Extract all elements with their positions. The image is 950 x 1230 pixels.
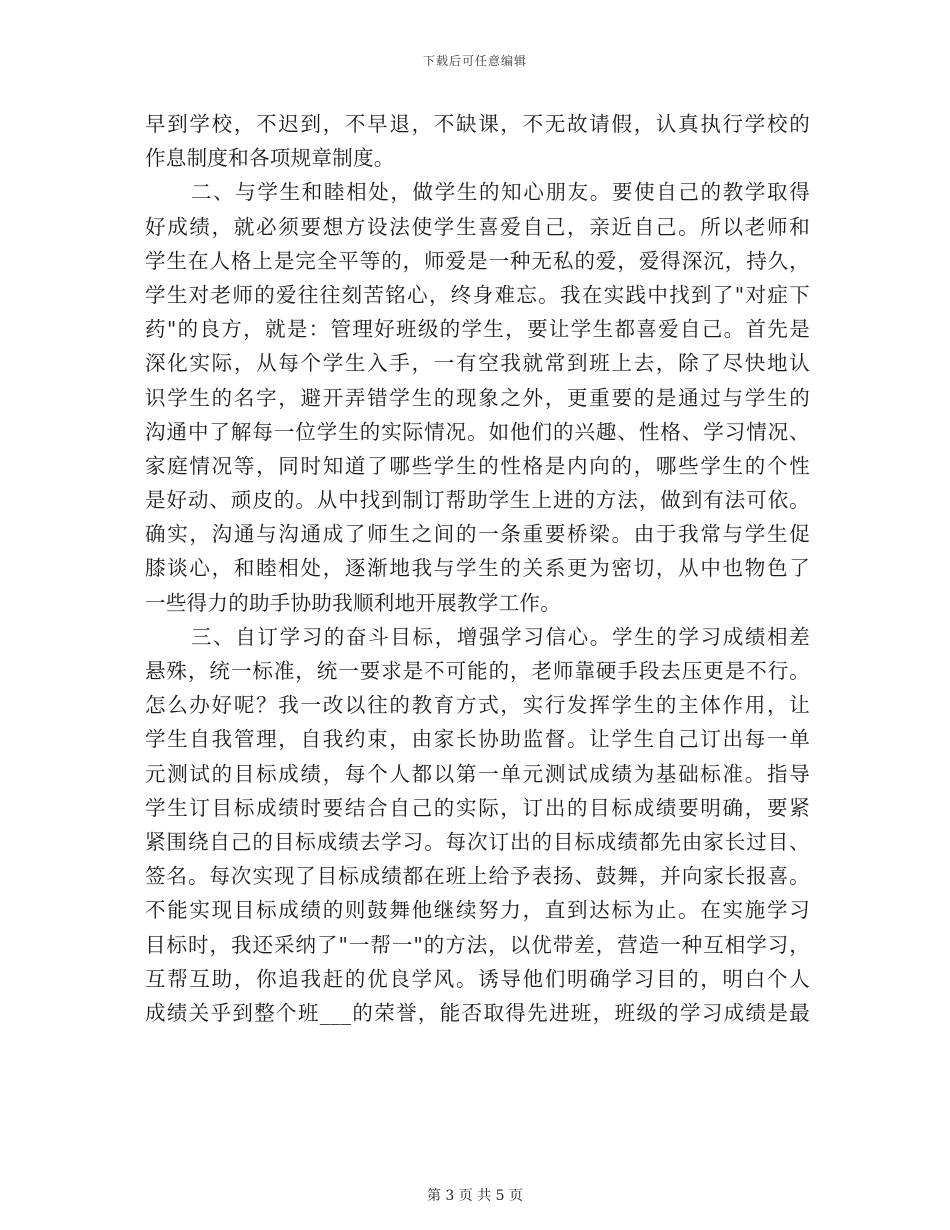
- page-number: 第 3 页 共 5 页: [426, 1188, 524, 1204]
- body-line-15: 一些得力的助手协助我顺利地开展教学工作。: [145, 590, 561, 615]
- body-line-22: 紧围绕自己的目标成绩去学习。每次订出的目标成绩都先由家长过目、: [145, 829, 810, 854]
- body-line-12: 是好动、顽皮的。从中找到制订帮助学生上进的方法，做到有法可依。: [145, 488, 810, 513]
- body-line-5: 学生在人格上是完全平等的，师爱是一种无私的爱，爱得深沉，持久，: [145, 248, 810, 273]
- body-line-10: 沟通中了解每一位学生的实际情况。如他们的兴趣、性格、学习情况、: [145, 419, 810, 444]
- body-line-20: 元测试的目标成绩，每个人都以第一单元测试成绩为基础标准。指导: [145, 761, 810, 786]
- body-line-17: 悬殊，统一标准，统一要求是不可能的，老师靠硬手段去压更是不行。: [145, 659, 810, 683]
- document-body: [145, 107, 810, 1030]
- body-line-4: 好成绩，就必须要想方设法使学生喜爱自己，亲近自己。所以老师和: [145, 214, 810, 239]
- body-line-8: 深化实际，从每个学生入手，一有空我就常到班上去，除了尽快地认: [145, 351, 810, 376]
- body-line-11: 家庭情况等，同时知道了哪些学生的性格是内向的，哪些学生的个性: [145, 453, 810, 478]
- body-line-18: 怎么办好呢？我一改以往的教育方式，实行发挥学生的主体作用，让: [145, 693, 810, 718]
- body-line-13: 确实，沟通与沟通成了师生之间的一条重要桥梁。由于我常与学生促: [145, 522, 810, 547]
- body-line-2: 作息制度和各项规章制度。: [145, 146, 395, 171]
- page-header-note: 下载后可任意编辑: [422, 54, 527, 68]
- body-line-21: 学生订目标成绩时要结合自己的实际，订出的目标成绩要明确，要紧: [145, 795, 810, 820]
- body-line-25: 目标时，我还采纳了"一帮一"的方法，以优带差，营造一种互相学习，: [145, 932, 810, 957]
- body-line-14: 膝谈心，和睦相处，逐渐地我与学生的关系更为密切，从中也物色了: [145, 556, 810, 581]
- body-line-7: 药"的良方，就是：管理好班级的学生，要让学生都喜爱自己。首先是: [145, 317, 810, 342]
- body-line-16: 三、自订学习的奋斗目标，增强学习信心。学生的学习成绩相差: [191, 624, 810, 649]
- body-line-27: 成绩关乎到整个班___的荣誉，能否取得先进班，班级的学习成绩是最: [145, 1000, 810, 1025]
- body-line-23: 签名。每次实现了目标成绩都在班上给予表扬、鼓舞，并向家长报喜。: [145, 864, 810, 889]
- body-line-19: 学生自我管理，自我约束，由家长协助监督。让学生自己订出每一单: [145, 727, 810, 752]
- body-line-6: 学生对老师的爱往往刻苦铭心，终身难忘。我在实践中找到了"对症下: [145, 282, 810, 307]
- body-line-24: 不能实现目标成绩的则鼓舞他继续努力，直到达标为止。在实施学习: [145, 898, 810, 923]
- body-line-1: 早到学校，不迟到，不早退，不缺课，不无故请假，认真执行学校的: [145, 112, 810, 136]
- body-line-26: 互帮互助，你追我赶的优良学风。诱导他们明确学习目的，明白个人: [145, 966, 810, 991]
- body-line-3: 二、与学生和睦相处，做学生的知心朋友。要使自己的教学取得: [191, 180, 810, 205]
- body-line-9: 识学生的名字，避开弄错学生的现象之外，更重要的是通过与学生的: [145, 385, 810, 410]
